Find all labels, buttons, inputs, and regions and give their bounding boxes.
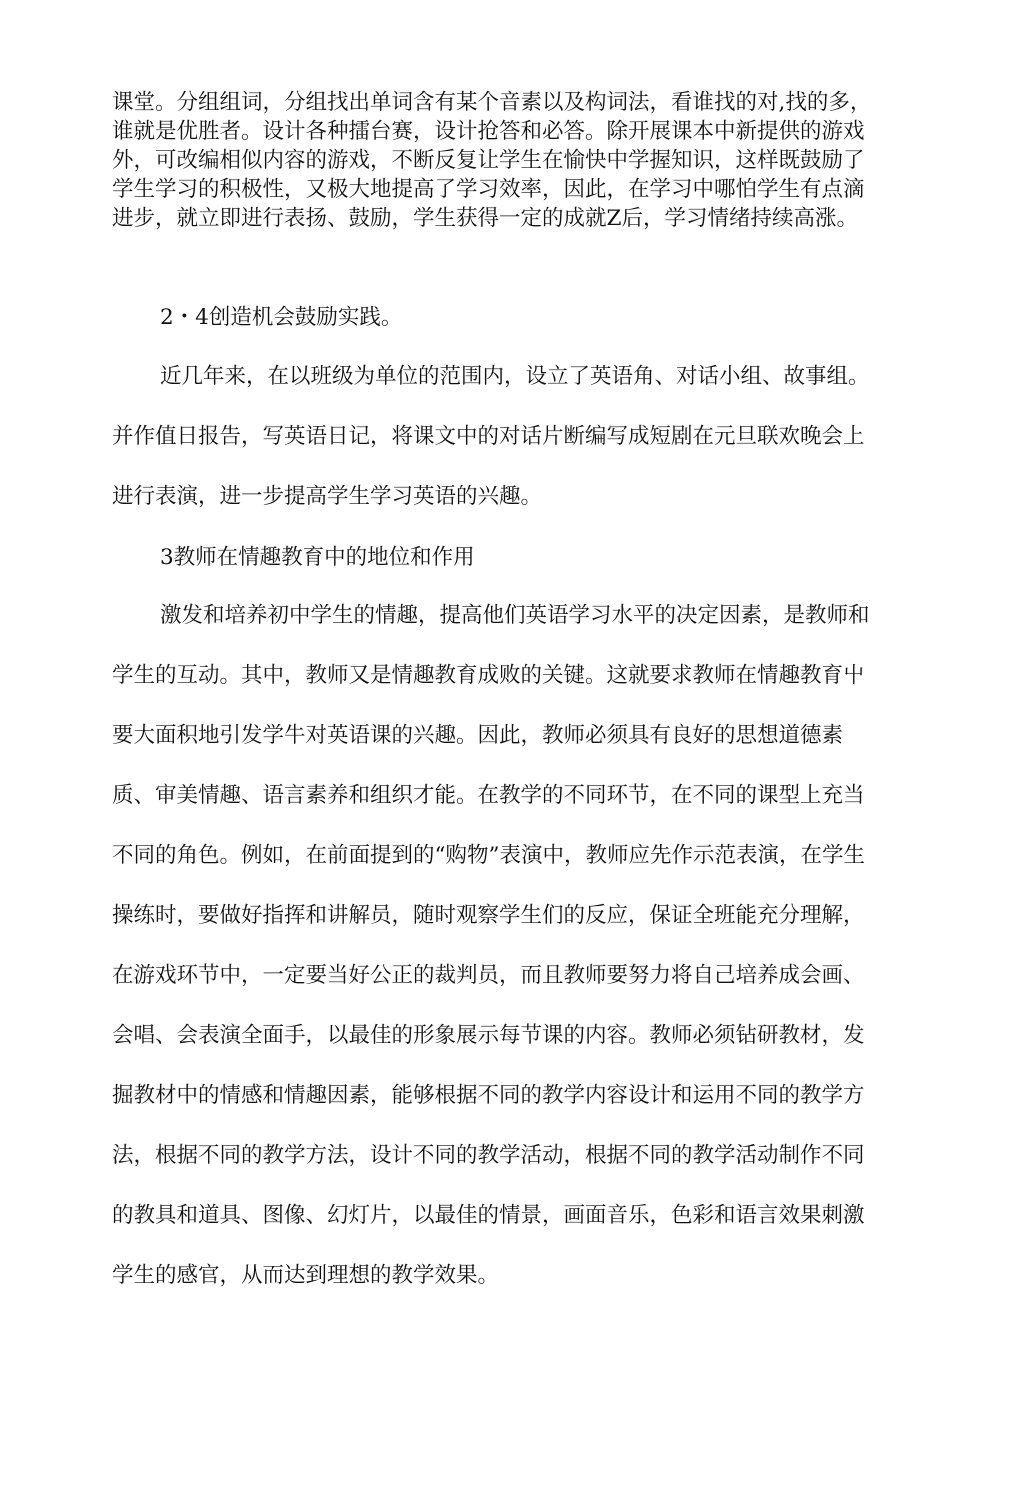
paragraph-game-activities: 课堂。分组组词，分组找出单词含有某个音素以及构词法，看谁找的对,找的多，谁就是优胜者。设计各种擂台赛，设计抢答和必答。除开展课本中新提供的游戏外，可改编相似内容的游戏，不断反复让学生在愉快中学握知识，这样既鼓励了学生学习的积极性，又极大地提高了学习效率，因此，在学习中哪怕学生有点滴进步，就立即进行表扬、鼓励，学生获得一定的成就Z后，学习情绪持续高涨。: [112, 90, 872, 231]
section-heading-2-4: 2・4创造机会鼓励实践。: [160, 305, 403, 330]
paragraph-practice-opportunities: 近几年来，在以班级为单位的范围内，设立了英语角、对话小组、故事组。并作值日报告，写英语日记，将课文中的对话片断编写成短剧在元旦联欢晚会上进行表演，进一步提高学生学习英语的兴趣。: [112, 364, 870, 509]
paragraph-teacher-role: 激发和培养初中学生的情趣，提高他们英语学习水平的决定因素，是教师和学生的互动。其中，教师又是情趣教育成败的关键。这就要求教师在情趣教育屮要大面积地引发学牛对英语课的兴趣。因此，教师必须具有良好的思想道德素质、审美情趣、语言素养和组织才能。在教学的不同环节，在不同的课型上充当不同的角色。例如，在前面提到的“购物”表演中，教师应先作示范表演，在学生操练时，要做好指挥和讲解员，随时观察学生们的反应，保证全班能充分理解，在游戏环节中，一定要当好公正的裁判员，而且教师要努力将自己培养成会画、会唱、会表演全面手，以最佳的形象展示每节课的内容。教师必须钻研教材，发掘教材中的情感和情趣因素，能够根据不同的教学内容设计和运用不同的教学方法，根据不同的教学方法，设计不同的教学活动，根据不同的教学活动制作不同的教具和道具、图像、幻灯片，以最佳的情景，画面音乐，色彩和语言效果刺激学生的感官，从而达到理想的教学效果。: [112, 603, 870, 1288]
section-heading-3: 3教师在情趣教育中的地位和作用: [160, 545, 475, 570]
